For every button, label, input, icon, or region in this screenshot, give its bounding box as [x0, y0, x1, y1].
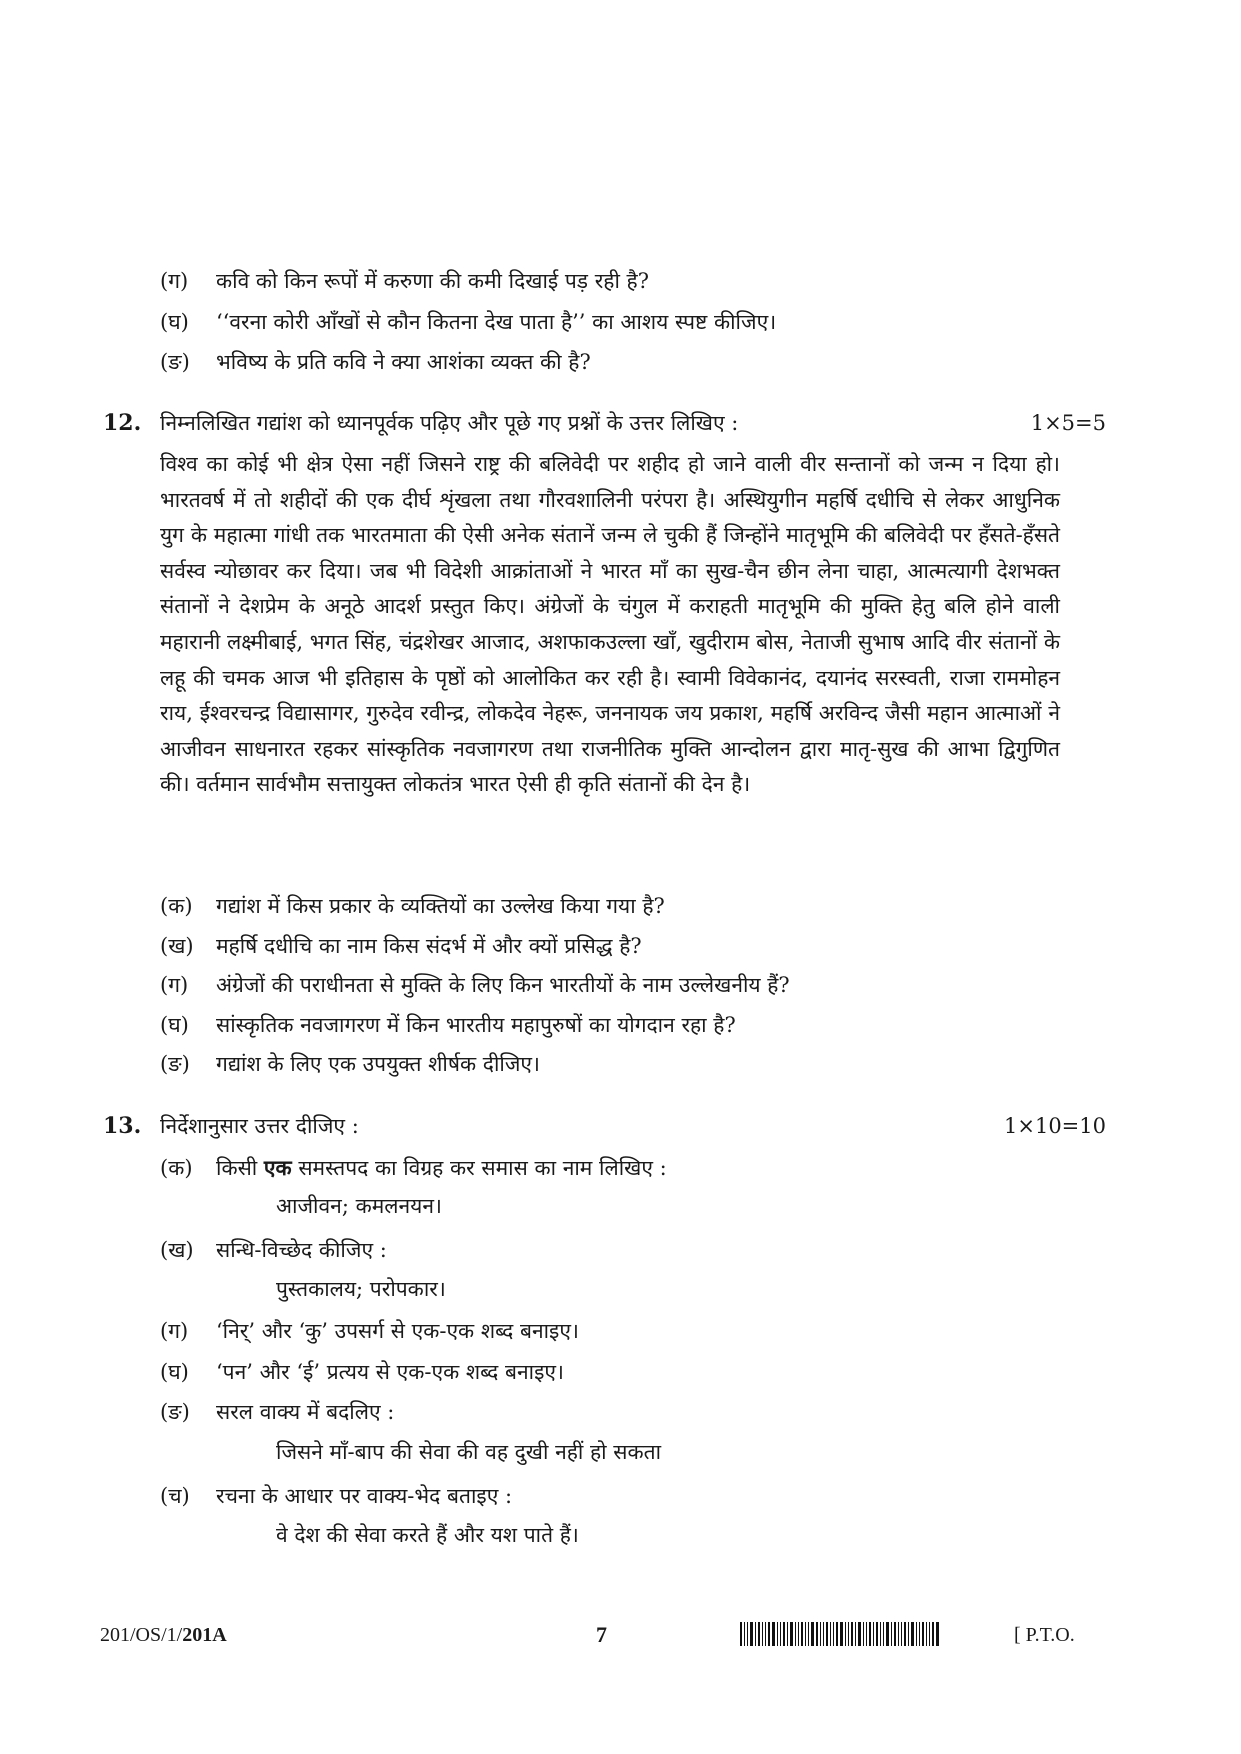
q13-cha-sub: वे देश की सेवा करते हैं और यश पाते हैं।	[276, 1523, 579, 1547]
barcode-bar	[790, 1622, 793, 1646]
barcode-bar	[932, 1622, 934, 1646]
barcode-bar	[866, 1622, 867, 1646]
barcode-bar	[744, 1622, 745, 1646]
q13-instruction: निर्देशानुसार उत्तर दीजिए :	[160, 1114, 359, 1138]
q12-question-kha	[160, 931, 642, 961]
barcode-bar	[805, 1622, 806, 1646]
paper-code	[100, 1620, 227, 1650]
barcode-bar	[783, 1622, 785, 1646]
q12-passage: विश्व का कोई भी क्षेत्र ऐसा नहीं जिसने राष्ट्र की बलिवेदी पर शहीद हो जाने वाली वीर सन्तानों को जन्म न दिया हो। भारतवर्ष में तो शहीदों की एक दीर्घ शृंखला तथा गौरवशालिनी परंपरा है। अस्थियुगीन महर्षि दधीचि से लेकर आधुनिक युग के महात्मा गांधी तक भारतमाता की ऐसी अनेक संतानें जन्म ले चुकी हैं जिन्होंने मातृभूमि की बलिवेदी पर हँसते-हँसते सर्वस्व न्योछावर कर दिया। जब भी विदेशी आक्रांताओं ने भारत माँ का सुख-चैन छीन लेना चाहा, आत्मत्यागी देशभक्त संतानों ने देशप्रेम के अनूठे आदर्श प्रस्तुत किए। अंग्रेजों के चंगुल में कराहती मातृभूमि की मुक्ति हेतु बलि होने वाली महारानी लक्ष्मीबाई, भगत सिंह, चंद्रशेखर आजाद, अशफाकउल्ला खाँ, खुदीराम बोस, नेताजी सुभाष आदि वीर संतानों के लहू की चमक आज भी इतिहास के पृष्ठों को आलोकित कर रही है। स्वामी विवेकानंद, दयानंद सरस्वती, राजा राममोहन राय, ईश्वरचन्द्र विद्यासागर, गुरुदेव रवीन्द्र, लोकदेव नेहरू, जननायक जय प्रकाश, महर्षि अरविन्द जैसी महान आत्माओं ने आजीवन साधनारत रहकर सांस्कृतिक नवजागरण तथा राजनीतिक मुक्ति आन्दोलन द्वारा मातृ-सुख की आभा द्विगुणित की। वर्तमान सार्वभौम सत्तायुक्त लोकतंत्र भारत ऐसी ही कृति संतानों की देन है।	[160, 452, 1060, 797]
q13-part-kha	[160, 1235, 387, 1265]
barcode-bar	[876, 1622, 878, 1646]
barcode-bar	[848, 1622, 849, 1646]
barcode-bar	[765, 1622, 766, 1646]
barcode-bar	[886, 1622, 889, 1646]
q11-question-ga	[160, 266, 649, 296]
barcode-icon	[740, 1622, 941, 1646]
barcode-bar	[820, 1622, 821, 1646]
q13-gha-text: ‘पन’ और ‘ई’ प्रत्यय से एक-एक शब्द बनाइए।	[216, 1360, 564, 1384]
q13-ga-text: ‘निर्’ और ‘कु’ उपसर्ग से एक-एक शब्द बनाइए।	[216, 1319, 579, 1343]
barcode-bar	[926, 1622, 927, 1646]
q13-part-gha	[160, 1357, 564, 1387]
q11-text-nga: भविष्य के प्रति कवि ने क्या आशंका व्यक्त की है?	[216, 350, 591, 374]
barcode-bar	[901, 1622, 902, 1646]
barcode-bar	[768, 1622, 770, 1646]
barcode-bar	[747, 1622, 748, 1646]
q13-ka-pre: किसी	[216, 1156, 258, 1180]
q11-label-gha: (घ)	[160, 310, 189, 334]
q12-text-kha: महर्षि दधीचि का नाम किस संदर्भ में और क्यों प्रसिद्ध है?	[216, 934, 642, 958]
q13-number: 13.	[103, 1113, 142, 1139]
barcode-bar	[750, 1622, 753, 1646]
q13-part-ka	[160, 1153, 667, 1183]
q12-question-ga	[160, 970, 790, 1000]
barcode-bar	[880, 1622, 881, 1646]
q13-ka-sub: आजीवन; कमलनयन।	[276, 1194, 442, 1218]
barcode-bar	[801, 1622, 803, 1646]
barcode-bar	[826, 1622, 828, 1646]
q13-cha-text: रचना के आधार पर वाक्य-भेद बताइए :	[216, 1484, 513, 1508]
q12-text-ka: गद्यांश में किस प्रकार के व्यक्तियों का उल्लेख किया गया है?	[216, 894, 665, 918]
q12-label-ka: (क)	[160, 894, 193, 918]
barcode-bar	[811, 1622, 814, 1646]
q13-ka-bold: एक	[263, 1155, 292, 1180]
barcode-bar	[758, 1622, 760, 1646]
barcode-bar	[762, 1622, 763, 1646]
paper-code-prefix: 201/OS/1/	[100, 1624, 183, 1646]
q12-text-gha: सांस्कृतिक नवजागरण में किन भारतीय महापुरुषों का योगदान रहा है?	[216, 1013, 736, 1037]
q13-label-ga: (ग)	[160, 1319, 189, 1343]
q13-label-ka: (क)	[160, 1156, 193, 1180]
barcode-bar	[894, 1622, 896, 1646]
barcode-bar	[929, 1622, 930, 1646]
barcode-bar	[845, 1622, 846, 1646]
q13-kha-text: सन्धि-विच्छेद कीजिए :	[216, 1238, 387, 1262]
barcode-bar	[869, 1622, 871, 1646]
barcode-bar	[911, 1622, 914, 1646]
barcode-bar	[787, 1622, 788, 1646]
pto-label: [ P.T.O.	[1014, 1624, 1075, 1646]
barcode-bar	[936, 1622, 939, 1646]
barcode-bar	[780, 1622, 781, 1646]
q12-label-kha: (ख)	[160, 934, 194, 958]
q12-label-gha: (घ)	[160, 1013, 189, 1037]
barcode-bar	[816, 1622, 818, 1646]
q12-text-nga: गद्यांश के लिए एक उपयुक्त शीर्षक दीजिए।	[216, 1052, 540, 1076]
barcode-bar	[840, 1622, 843, 1646]
barcode-bar	[908, 1622, 909, 1646]
barcode-bar	[777, 1622, 778, 1646]
q13-label-cha: (च)	[160, 1484, 190, 1508]
q11-question-nga	[160, 347, 591, 377]
q12-text-ga: अंग्रेजों की पराधीनता से मुक्ति के लिए किन भारतीयों के नाम उल्लेखनीय हैं?	[216, 973, 790, 997]
q12-number: 12.	[103, 410, 142, 436]
q13-nga-text: सरल वाक्य में बदलिए :	[216, 1400, 395, 1424]
barcode-bar	[830, 1622, 831, 1646]
q12-question-ka	[160, 891, 665, 921]
barcode-bar	[858, 1622, 861, 1646]
barcode-bar	[922, 1622, 924, 1646]
q12-label-ga: (ग)	[160, 973, 189, 997]
barcode-bar	[795, 1622, 796, 1646]
page-number: 7	[596, 1622, 607, 1647]
barcode-bar	[863, 1622, 864, 1646]
q12-question-nga	[160, 1049, 540, 1079]
barcode-bar	[740, 1622, 742, 1646]
barcode-bar	[919, 1622, 920, 1646]
q12-instruction: निम्नलिखित गद्यांश को ध्यानपूर्वक पढ़िए और पूछे गए प्रश्नों के उत्तर लिखिए :	[160, 411, 739, 435]
barcode-bar	[808, 1622, 809, 1646]
barcode-bar	[883, 1622, 884, 1646]
q13-part-ga	[160, 1316, 579, 1346]
barcode-bar	[898, 1622, 899, 1646]
barcode-bar	[755, 1622, 756, 1646]
q11-question-gha	[160, 307, 776, 337]
q13-part-cha	[160, 1481, 512, 1511]
q13-part-nga	[160, 1397, 394, 1427]
barcode-bar	[873, 1622, 874, 1646]
q11-text-gha: ‘‘वरना कोरी आँखों से कौन कितना देख पाता है’’ का आशय स्पष्ट कीजिए।	[216, 310, 777, 334]
paper-code-bold: 201A	[182, 1624, 227, 1646]
barcode-bar	[904, 1622, 906, 1646]
q12-question-gha	[160, 1010, 736, 1040]
q13-label-kha: (ख)	[160, 1238, 194, 1262]
q11-label-nga: (ङ)	[160, 350, 190, 374]
q13-label-nga: (ङ)	[160, 1400, 190, 1424]
barcode-bar	[836, 1622, 838, 1646]
q12-label-nga: (ङ)	[160, 1052, 190, 1076]
barcode-bar	[916, 1622, 917, 1646]
barcode-bar	[833, 1622, 834, 1646]
q13-label-gha: (घ)	[160, 1360, 189, 1384]
barcode-bar	[851, 1622, 853, 1646]
barcode-bar	[891, 1622, 892, 1646]
q11-label-ga: (ग)	[160, 269, 189, 293]
q13-kha-sub: पुस्तकालय; परोपकार।	[276, 1277, 446, 1301]
barcode-bar	[823, 1622, 824, 1646]
q12-marks: 1×5=5	[1030, 411, 1106, 435]
q13-nga-sub: जिसने माँ-बाप की सेवा की वह दुखी नहीं हो सकता	[276, 1440, 662, 1464]
q13-marks: 1×10=10	[1004, 1114, 1106, 1138]
barcode-bar	[855, 1622, 856, 1646]
q13-ka-post: समस्तपद का विग्रह कर समास का नाम लिखिए :	[298, 1156, 667, 1180]
barcode-bar	[772, 1622, 775, 1646]
barcode-bar	[798, 1622, 799, 1646]
q11-text-ga: कवि को किन रूपों में करुणा की कमी दिखाई पड़ रही है?	[216, 269, 649, 293]
